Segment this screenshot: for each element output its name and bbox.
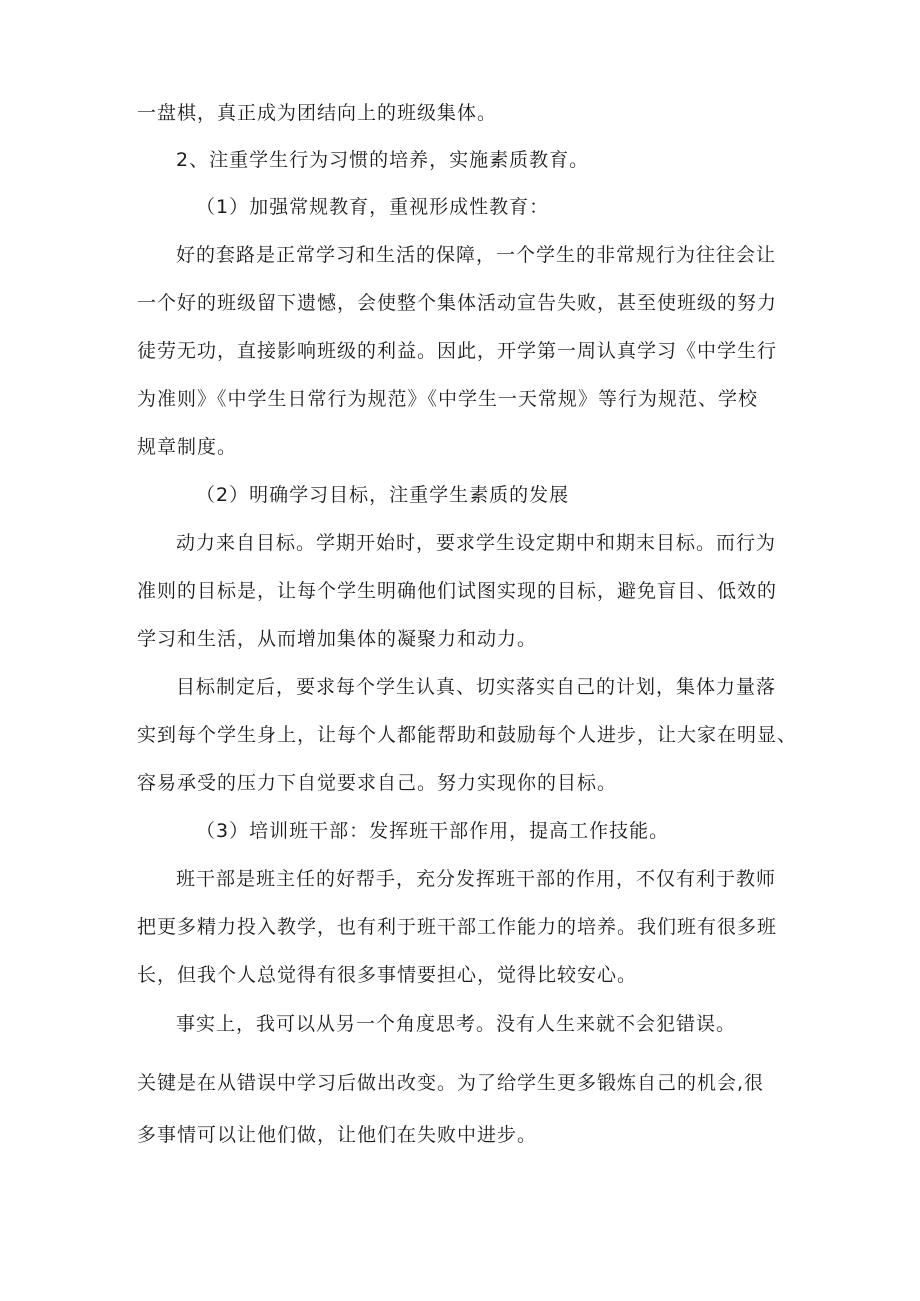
text-line: 关键是在从错误中学习后做出改变。为了给学生更多锻炼自己的机会,很 bbox=[137, 1072, 765, 1094]
subsection-heading: （3）培训班干部：发挥班干部作用，提高工作技能。 bbox=[196, 820, 670, 842]
text-line: 把更多精力投入教学，也有利于班干部工作能力的培养。我们班有很多班 bbox=[137, 916, 778, 938]
text-line: 事实上，我可以从另一个角度思考。没有人生来就不会犯错误。 bbox=[176, 1013, 737, 1035]
text-line: 一盘棋，真正成为团结向上的班级集体。 bbox=[137, 102, 498, 124]
text-line: 目标制定后，要求每个学生认真、切实落实自己的计划，集体力量落 bbox=[176, 676, 777, 698]
text-line: 实到每个学生身上，让每个人都能帮助和鼓励每个人进步，让大家在明显、 bbox=[137, 724, 798, 746]
text-line: 为准则》《中学生日常行为规范》《中学生一天常规》等行为规范、学校 bbox=[137, 388, 759, 410]
subsection-heading: （1）加强常规教育，重视形成性教育： bbox=[196, 196, 550, 218]
text-line: 多事情可以让他们做，让他们在失败中进步。 bbox=[137, 1124, 538, 1146]
subsection-heading: （2）明确学习目标，注重学生素质的发展 bbox=[196, 484, 570, 506]
text-line: 学习和生活，从而增加集体的凝聚力和动力。 bbox=[137, 628, 538, 650]
text-line: 好的套路是正常学习和生活的保障，一个学生的非常规行为往往会让 bbox=[176, 244, 777, 266]
text-line: 班干部是班主任的好帮手，充分发挥班干部的作用，不仅有利于教师 bbox=[176, 868, 777, 890]
text-line: 动力来自目标。学期开始时，要求学生设定期中和期末目标。而行为 bbox=[176, 532, 777, 554]
text-line: 规章制度。 bbox=[137, 436, 238, 458]
text-line: 容易承受的压力下自觉要求自己。努力实现你的目标。 bbox=[137, 772, 618, 794]
text-line: 准则的目标是，让每个学生明确他们试图实现的目标，避免盲目、低效的 bbox=[137, 580, 778, 602]
section-heading: 2、注重学生行为习惯的培养，实施素质教育。 bbox=[176, 149, 590, 171]
text-line: 徒劳无功，直接影响班级的利益。因此，开学第一周认真学习《中学生行 bbox=[137, 340, 778, 362]
text-line: 长，但我个人总觉得有很多事情要担心，觉得比较安心。 bbox=[137, 964, 638, 986]
text-line: 一个好的班级留下遗憾，会使整个集体活动宣告失败，甚至使班级的努力 bbox=[137, 292, 778, 314]
